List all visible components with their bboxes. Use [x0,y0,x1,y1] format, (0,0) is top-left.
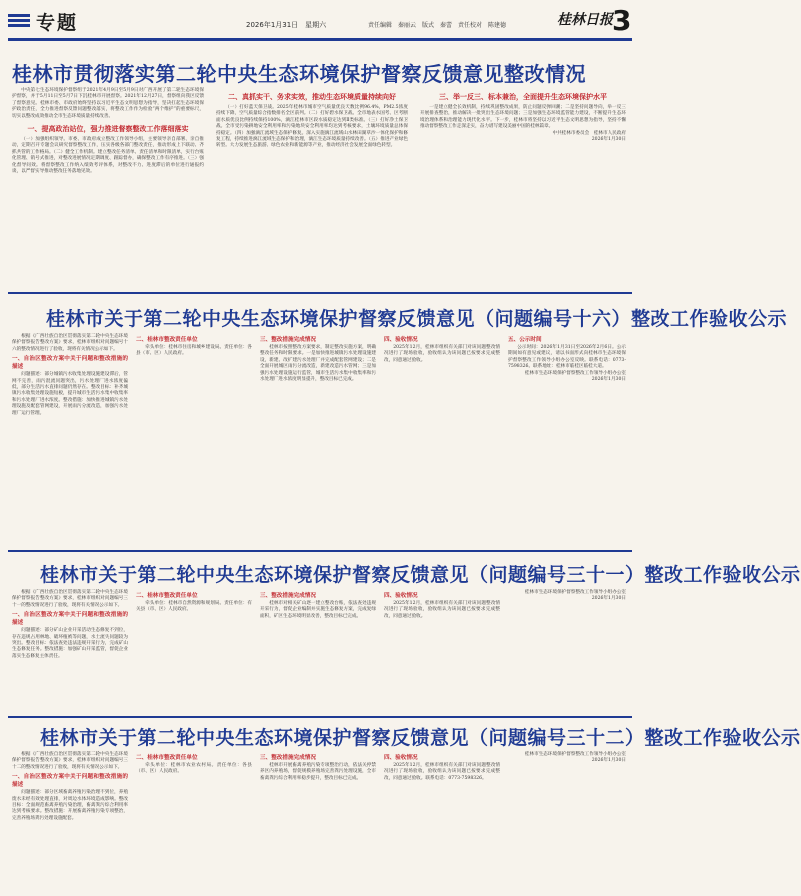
page-header [8,4,632,41]
divider-3 [8,716,632,718]
article-3-column-5 [508,590,626,714]
article-1-body-2: （一）打好蓝天保卫战。2025年桂林市城市空气质量优良天数比例96.4%，PM2.5浓度持续下降，空气质量综合指数排名全区前列。（二）打好碧水保卫战。全市地表水国考、区考断面水质优良比例持续保持100%，漓江桂林市区段水质稳定达到Ⅱ类标准。（三）打好净土保卫战。全市受污染耕地安全利用率和污染地块安全利用率均达到考核要求，土壤环境质量总体保持稳定。（四）加强漓江流域生态保护修复。深入实施漓江流域山水林田湖草沙一体化保护和修复工程，持续推进漓江流域生态保护和治理，漓江生态环境质量持续改善。（五）推进产业绿色转型。大力发展生态旅游、绿色农业和新能源等产业，推动经济社会发展全面绿色转型。 [216,105,408,149]
article-2-column-3 [260,334,376,546]
article-3-body-4: 2025年12月，桂林市组织有关部门对该问题整改情况进行了现场验收，验收组认为该问题已按要求完成整改，同意通过验收。 [384,601,500,619]
article-3-column-2 [136,590,252,714]
article-4-date: 2026年1月30日 [591,758,626,764]
article-4-column-1 [12,752,128,890]
article-3-heading-4: 四、验收情况 [384,593,418,599]
article-3-column-1 [12,590,128,714]
article-4-body-3: 桂林市开展畜禽养殖污染专项整治行动，依法关停禁养区内养殖场，督促规模养殖场完善粪污处理设施，全市畜禽粪污综合利用率稳步提升，整改目标已完成。 [260,763,376,781]
divider-1 [8,292,632,294]
article-4-heading-4: 四、验收情况 [384,755,418,761]
article-4-column-5 [508,752,626,890]
article-1-date: 2026年1月30日 [591,137,626,143]
page-number: 3 [612,4,632,37]
editor-credits: 责任编辑 秦丽云 版式 秦蕾 责任校对 陈建德 [368,22,507,29]
header-stripes-icon [8,14,30,32]
article-2-date: 2026年1月30日 [591,377,626,383]
article-1-heading-3: 三、举一反三、标本兼治，全面提升生态环境保护水平 [439,92,607,101]
article-4-headline: 桂林市关于第二轮中央生态环境保护督察反馈意见（问题编号三十二）整改工作验收公示 [40,727,801,749]
article-3-heading-1: 一、自治区整改方案中关于问题和整改措施的描述 [12,612,128,627]
article-1-heading-2: 二、真抓实干、务求实效，推动生态环境质量持续向好 [228,92,396,101]
article-2-body-2: 牵头单位：桂林市住房和城乡建设局。责任单位：各县（市、区）人民政府。 [136,345,252,357]
newspaper-logo: 桂林日报 [557,12,613,28]
article-1-body-3: 一是建立健全长效机制，持续巩固整改成果，防止问题反弹回潮；二是坚持问题导向，举一反三开展排查整治，推动解决一批突出生态环境问题；三是加强生态环境监管能力建设，不断提升生态环境治理体系和治理能力现代化水平。下一步，桂林市将坚持以习近平生态文明思想为指导，坚持不懈推动督察整改工作走深走实，奋力谱写建设美丽中国的桂林篇章。 [420,105,626,130]
article-2-column-1 [12,334,128,546]
article-4-heading-3: 三、整改措施完成情况 [260,755,316,761]
article-2-column-2 [136,334,252,546]
article-3-heading-3: 三、整改措施完成情况 [260,593,316,599]
article-4-column-4 [384,752,500,890]
article-4-column-3 [260,752,376,890]
article-1-heading-1: 一、提高政治站位，强力推进督察整改工作落细落实 [27,124,189,134]
article-1-column-3 [420,88,626,286]
article-1-signature: 中共桂林市委员会 桂林市人民政府 [552,130,626,136]
article-3-body-1: 问题描述：部分矿山企业开采活动生态修复不到位，存在违规占用林地、破坏植被等问题，水土流失问题较为突出。整改目标：依法查处违法违规开采行为，完成矿山生态修复任务。整改措施：加强矿山开采监管，督促企业落实生态修复主体责任。 [12,628,128,659]
article-2-heading-4: 四、验收情况 [384,337,418,343]
article-3-column-4 [384,590,500,714]
article-2-body-4: 2025年12月，桂林市组织有关部门对该问题整改情况进行了现场验收，验收组认为该问题已按要求完成整改，同意通过验收。 [384,345,500,363]
article-2-body-1: 问题描述：部分城镇污水收集处理设施建设滞后，管网不完善，雨污混流问题突出，污水处理厂进水浓度偏低，部分生活污水直排问题仍然存在。整改目标：补齐城镇污水收集处理设施短板，提升城市生活污水集中收集率和污水处理厂进水浓度。整改措施：加快推进城镇污水处理设施及配套管网建设，开展雨污分流改造，加强污水处理厂运行管理。 [12,372,128,416]
article-4-intro: 根据《广西壮族自治区贯彻落实第二轮中央生态环境保护督察报告整改方案》要求，桂林市组织对问题编号三十二的整改情况进行了验收，现将有关情况公示如下。 [12,752,128,770]
article-4-heading-2: 二、桂林市整改责任单位 [136,755,198,761]
article-2-headline: 桂林市关于第二轮中央生态环境保护督察反馈意见（问题编号十六）整改工作验收公示 [46,308,788,330]
article-1-column-1 [12,88,204,286]
article-4-body-1: 问题描述：部分区域畜禽养殖污染治理不到位，养殖废水未经有效处理直排，对周边水体环境造成影响。整改目标：全面规范畜禽养殖污染治理，畜禽粪污综合利用率达到考核要求。整改措施：开展畜禽养殖污染专项整治，完善养殖场粪污处理设施配套。 [12,790,128,821]
article-4-body-2: 牵头单位：桂林市农业农村局。责任单位：各县（市、区）人民政府。 [136,763,252,775]
article-3-column-3 [260,590,376,714]
article-1-intro: 中央第七生态环境保护督察组于2021年4月9日至5月9日对广西开展了第二轮生态环境保护督察，并于5月11日至5月7日下沉桂林市开展督察。2021年12月27日，督察组向我区反馈了督察意见。桂林市委、市政府始终坚持以习近平生态文明思想为指导，坚决扛起生态环境保护政治责任，全力推进督察反馈问题整改落实，将整改工作作为检验“两个维护”的重要标尺，切实以整改成效推动全市生态环境质量持续改善。 [12,88,204,119]
article-3-date: 2026年1月30日 [591,596,626,602]
article-2-heading-3: 三、整改措施完成情况 [260,337,316,343]
article-1-body-1: （一）加强组织领导。市委、市政府成立整改工作领导小组，主要领导亲自部署、亲自推动，定期召开专题会议研究督察整改工作，压实各级各部门整改责任，推动形成上下联动、齐抓共管的工作格局。（二）健全工作机制。建立整改任务清单、责任清单和时限清单，实行台账化管理、销号式推进，对整改进展情况定期调度、跟踪督办，确保整改工作有序推进。（三）强化督导问效。将督察整改工作纳入绩效考评体系，对整改不力、进度滞后的单位进行通报约谈，以严督实导推动整改任务落地见效。 [12,137,204,175]
article-2-column-5 [508,334,626,546]
article-3-heading-2: 二、桂林市整改责任单位 [136,593,198,599]
section-label: 专题 [36,12,79,34]
article-2-heading-2: 二、桂林市整改责任单位 [136,337,198,343]
issue-date: 2026年1月31日 星期六 [246,21,327,29]
article-2-body-3: 桂林市按照整改方案要求，制定整改实施方案，明确整改任务和时限要求。一是加快推进城镇污水处理设施建设，新建、改扩建污水处理厂并完成配套管网建设；二是全面开展城区雨污分流改造，新建改造污水管网；三是加强污水处理设施运行监管，城市生活污水集中收集率和污水处理厂进水浓度明显提升，整改目标已完成。 [260,345,376,383]
article-4-body-4: 2025年12月，桂林市组织有关部门对该问题整改情况进行了现场验收，验收组认为该问题已按要求完成整改，同意通过验收。联系电话：0773-7598326。 [384,763,500,781]
article-2-heading-1: 一、自治区整改方案中关于问题和整改措施的描述 [12,356,128,371]
article-4-signature: 桂林市生态环境保护督察整改工作领导小组办公室 [524,752,626,757]
article-2-column-4 [384,334,500,546]
article-3-body-2: 牵头单位：桂林市自然资源和规划局。责任单位：有关县（市、区）人民政府。 [136,601,252,613]
article-3-body-3: 桂林市对相关矿山逐一建立整改台账，依法查处违规开采行为，督促企业编制并实施生态修复方案，完成复绿面积，矿区生态环境明显改善，整改目标已完成。 [260,601,376,619]
article-2-signature: 桂林市生态环境保护督察整改工作领导小组办公室 [524,370,626,376]
article-2-body-5: 公示时间：2026年1月31日至2026年2月6日。公示期间如有意见或建议，请以书面形式向桂林市生态环境保护督察整改工作领导小组办公室反映。联系电话：0773-7598326。联系地址：桂林市临桂区临桂大道。 [508,345,626,370]
article-2-intro: 根据《广西壮族自治区贯彻落实第二轮中央生态环境保护督察报告整改方案》要求，桂林市组织对问题编号十六的整改情况进行了验收，现将有关情况公示如下。 [12,334,128,352]
divider-2 [8,550,632,552]
article-3-intro: 根据《广西壮族自治区贯彻落实第二轮中央生态环境保护督察报告整改方案》要求，桂林市组织对问题编号三十一的整改情况进行了验收，现将有关情况公示如下。 [12,590,128,608]
article-2-heading-5: 五、公示时间 [508,337,542,343]
article-3-signature: 桂林市生态环境保护督察整改工作领导小组办公室 [524,590,626,595]
article-4-column-2 [136,752,252,890]
article-1-column-2 [216,88,408,286]
article-3-headline: 桂林市关于第二轮中央生态环境保护督察反馈意见（问题编号三十一）整改工作验收公示 [40,564,801,586]
main-headline: 桂林市贯彻落实第二轮中央生态环境保护督察反馈意见整改情况 [12,62,586,86]
article-4-heading-1: 一、自治区整改方案中关于问题和整改措施的描述 [12,774,128,789]
